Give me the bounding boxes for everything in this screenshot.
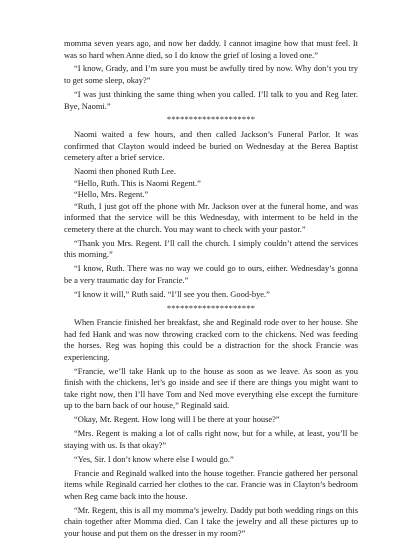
paragraph: “Hello, Ruth. This is Naomi Regent.” xyxy=(74,177,201,188)
paragraph: “Francie, we’ll take Hank up to the house as soon as we leave. As soon as you finish with the chickens, let’s go inside and see if there are things you might want to take right now, then I’ll have Tom and Ned move everything else except the furniture up to the barn back of our house,” Reginald said. xyxy=(64,365,358,411)
paragraph: “Mr. Regent, this is all my momma’s jewelry. Daddy put both wedding rings on this chain together after Momma died. Can I take the jewelry and all these pictures up to your house and put them on the dresser in my room?” xyxy=(64,504,358,538)
paragraph: Francie and Reginald walked into the house together. Francie gathered her personal items while Reginald carried her clothes to the car. Francie was in Clayton’s bedroom when Reg came back into the house. xyxy=(64,467,358,501)
paragraph: “Hello, Mrs. Regent.” xyxy=(74,189,149,200)
paragraph: “Thank you Mrs. Regent. I’ll call the church. I simply couldn’t attend the services this morning.” xyxy=(64,237,358,260)
paragraph: Naomi waited a few hours, and then called Jackson’s Funeral Parlor. It was confirmed that Clayton would indeed be buried on Wednesday at the Berea Baptist cemetery after a brief service. xyxy=(64,129,358,163)
paragraph: “Yes, Sir. I don’t know where else I would go.” xyxy=(74,453,234,464)
paragraph: “I was just thinking the same thing when you called. I’ll talk to you and Reg later. Bye, Naomi.” xyxy=(64,88,358,111)
paragraph: When Francie finished her breakfast, she and Reginald rode over to her house. She had fed Hank and was now throwing cracked corn to the chickens. Ned was feeding the horses. Reg was hoping this could be a distraction for the shock Francie was experiencing. xyxy=(64,317,358,362)
paragraph: Naomi then phoned Ruth Lee. xyxy=(74,166,176,177)
section-separator: ******************** xyxy=(166,302,256,313)
paragraph: “Okay, Mr. Regent. How long will I be there at your house?” xyxy=(74,414,280,425)
paragraph: “I know it will,” Ruth said. “I’ll see you then. Good-bye.” xyxy=(74,288,270,299)
paragraph: “Ruth, I just got off the phone with Mr. Jackson over at the funeral home, and was informed that the service will be this Wednesday, with interment to be held in the cemetery there at the church. You may want to check with your pastor.” xyxy=(64,200,358,234)
section-separator: ******************** xyxy=(166,114,256,125)
paragraph: momma seven years ago, and now her daddy. I cannot imagine how that must feel. It was so hard when Anne died, so I do know the grief of losing a loved one.” xyxy=(64,38,358,60)
paragraph: “Mrs. Regent is making a lot of calls right now, but for a while, at least, you’ll be staying with us. Is that okay?” xyxy=(64,428,358,450)
paragraph: “I know, Grady, and I’m sure you must be awfully tired by now. Why don’t you try to get some sleep, okay?” xyxy=(64,63,358,86)
paragraph: “I know, Ruth. There was no way we could go to ours, either. Wednesday’s gonna be a very traumatic day for Francie.” xyxy=(64,263,358,285)
